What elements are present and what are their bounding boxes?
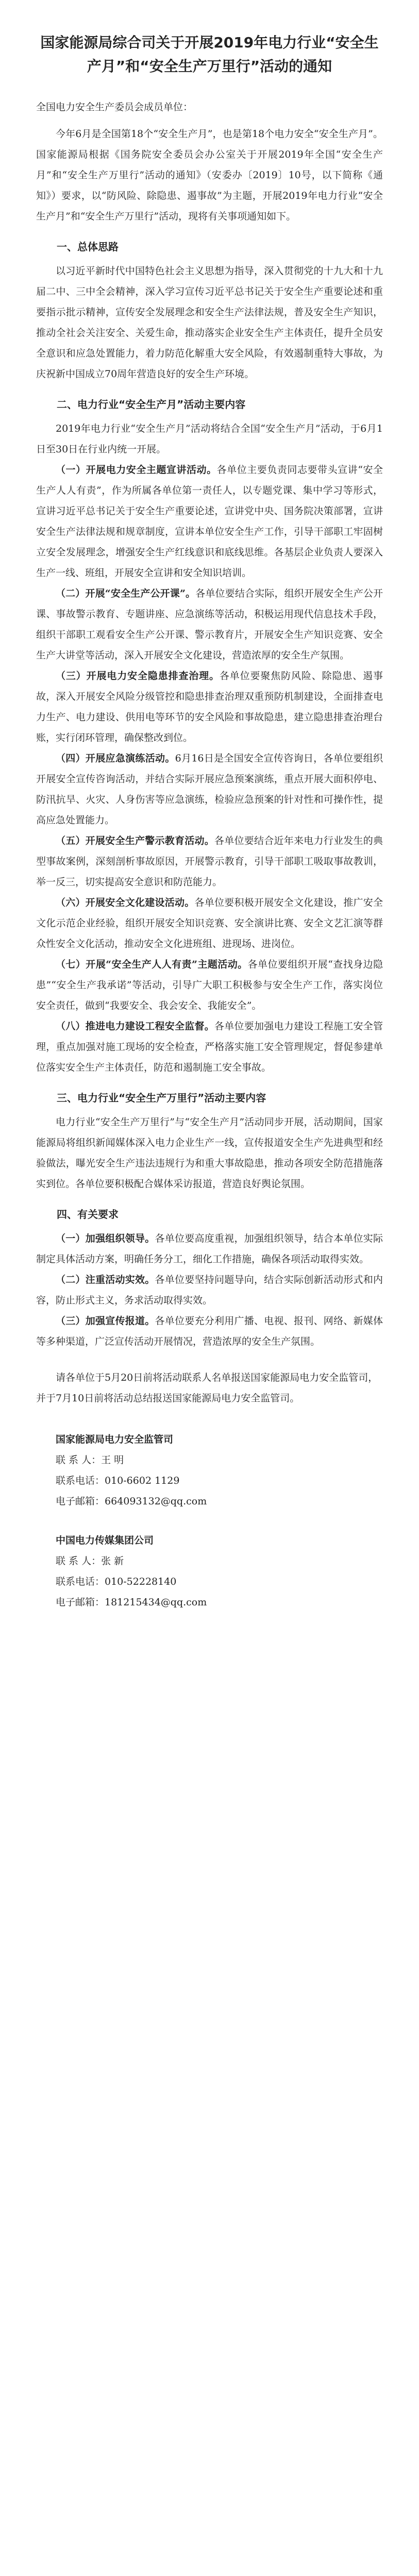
section-2-item — [36, 1016, 383, 1078]
section-2-item — [36, 583, 383, 666]
section-2-item-text: 各单位要结合实际，组织开展安全生产公开课、事故警示教育、专题讲座、应急演练等活动，积极运用现代信息技术手段，组织干部职工观看安全生产公开课、警示教育片，开展安全生产知识竞赛、安全生产大讲堂等活动，深入开展安全文化建设，营造浓厚的安全生产氛围。 — [36, 588, 383, 661]
section-1-text: 以习近平新时代中国特色社会主义思想为指导，深入贯彻党的十九大和十九届二中、三中全会精神，深入学习宣传习近平总书记关于安全生产重要论述和重要指示批示精神，宣传安全发展理念和安全生产法律法规，普及安全生产知识，推动全社会关注安全、关爱生命，推动落实企业安全生产主体责任，提升全员安全意识和应急处置能力，着力防范化解重大安全风险，有效遏制重特大事故，为庆祝新中国成立70周年营造良好的安全生产环境。 — [36, 265, 383, 380]
contact-email: 电子邮箱：181215434@qq.com — [56, 1597, 207, 1608]
section-2-item-text: 各单位要聚焦防风险、除隐患、遏事故，深入开展安全风险分级管控和隐患排查治理双重预防机制建设，全面排查电力生产、电力建设、供用电等环节的安全风险和事故隐患，建立隐患排查治理台账，实行闭环管理，确保整改到位。 — [36, 670, 383, 743]
section-2-item-heading: （五）开展安全生产警示教育活动。 — [56, 835, 214, 846]
section-4-item — [36, 1311, 383, 1352]
section-4-title: 四、有关要求 — [57, 1208, 119, 1221]
section-4-closing: 请各单位于5月20日前将活动联系人名单报送国家能源局电力安全监管司，并于7月10日前将活动总结报送国家能源局电力安全监管司。 — [36, 1372, 378, 1404]
section-2-item-heading: （六）开展安全文化建设活动。 — [56, 897, 195, 908]
contact-person: 联 系 人：王 明 — [56, 1454, 124, 1466]
document-title: 国家能源局综合司关于开展2019年电力行业“安全生产月”和“安全生产万里行”活动的通知 — [40, 34, 379, 75]
section-2-item-heading: （三）开展电力安全隐患排查治理。 — [56, 670, 220, 682]
section-2-item-text: 各单位要加强电力建设工程施工安全管理，重点加强对施工现场的安全检查，严格落实施工安全管理规定，督促参建单位落实安全生产主体责任，防范和遏制施工安全事故。 — [36, 1021, 383, 1073]
section-2-item-text: 各单位要组织开展“查找身边隐患”“安全生产我承诺”等活动，引导广大职工积极参与安全生产工作，落实岗位安全责任，做到“我要安全、我会安全、我能安全”。 — [36, 959, 383, 1011]
section-4-item-text: 各单位要充分利用广播、电视、报刊、网络、新媒体等多种渠道，广泛宣传活动开展情况，营造浓厚的安全生产氛围。 — [36, 1315, 383, 1347]
section-2-item — [36, 954, 383, 1016]
section-2-item-heading: （二）开展“安全生产公开课”。 — [56, 588, 196, 599]
section-2-item-text: 6月16日是全国安全宣传咨询日，各单位要组织开展安全宣传咨询活动，并结合实际开展应急预案演练，重点开展大面积停电、防汛抗旱、火灾、人身伤害等应急演练，检验应急预案的针对性和可操作性，提高应急处置能力。 — [36, 753, 383, 826]
section-2-intro: 2019年电力行业“安全生产月”活动将结合全国“安全生产月”活动，于6月1日至30日在行业内统一开展。 — [36, 423, 383, 455]
section-2-item-heading: （八）推进电力建设工程安全监督。 — [56, 1021, 214, 1032]
section-4-item-text: 各单位要坚持问题导向，结合实际创新活动形式和内容，防止形式主义，务求活动取得实效。 — [36, 1274, 383, 1306]
section-2-item-text: 各单位主要负责同志要带头宣讲“安全生产人人有责”，作为所属各单位第一责任人，以专题党课、集中学习等形式，宣讲习近平总书记关于安全生产重要论述，宣讲党中央、国务院决策部署，宣讲安全生产法律法规和规章制度，宣讲本单位安全生产工作，引导干部职工牢固树立安全发展理念，增强安全生产红线意识和底线思维。各基层企业负责人要深入生产一线、班组，开展安全宣讲和安全知识培训。 — [36, 464, 383, 579]
contact-group — [36, 1530, 383, 1613]
contact-org: 国家能源局电力安全监管司 — [56, 1434, 174, 1445]
section-2-title: 二、电力行业“安全生产月”活动主要内容 — [57, 398, 246, 411]
intro-paragraph: 今年6月是全国第18个“安全生产月”，也是第18个电力安全“安全生产月”。国家能源局根据《国务院安全委员会办公室关于开展2019年全国“安全生产月”和“安全生产万里行”活动的通知》（安委办〔2019〕10号，以下简称《通知》）要求，以“防风险、除隐患、遏事故”为主题，开展2019年电力行业“安全生产月”和“安全生产万里行”活动，现将有关事项通知如下。 — [36, 128, 383, 222]
contact-phone: 联系电话：010-6602 1129 — [56, 1475, 180, 1486]
section-2-item-text: 各单位要积极开展安全文化建设，推广安全文化示范企业经验，组织开展安全知识竞赛、安全演讲比赛、安全文艺汇演等群众性安全文化活动，推动安全文化进班组、进现场、进岗位。 — [36, 897, 383, 950]
section-1-title: 一、总体思路 — [57, 241, 119, 253]
contacts — [36, 1429, 383, 1613]
section-2-item-text: 各单位要结合近年来电力行业发生的典型事故案例，深刻剖析事故原因，开展警示教育，引导干部职工吸取事故教训，举一反三，切实提高安全意识和防范能力。 — [36, 835, 383, 888]
section-4-item — [36, 1269, 383, 1311]
section-2-item-heading: （七）开展“安全生产人人有责”主题活动。 — [56, 959, 248, 970]
addressee: 全国电力安全生产委员会成员单位： — [36, 101, 193, 113]
section-2-item — [36, 460, 383, 583]
section-2-item-heading: （一）开展电力安全主题宣讲活动。 — [56, 464, 217, 476]
contact-email: 电子邮箱：664093132@qq.com — [56, 1496, 207, 1507]
contact-group — [36, 1429, 383, 1512]
section-2-item — [36, 831, 383, 892]
section-4-item-text: 各单位要高度重视，加强组织领导，结合本单位实际制定具体活动方案，明确任务分工，细化工作措施，确保各项活动取得实效。 — [36, 1233, 383, 1265]
section-2-item — [36, 666, 383, 748]
section-4-item-heading: （二）注重活动实效。 — [56, 1274, 155, 1285]
section-4-item — [36, 1228, 383, 1269]
section-4-item-heading: （一）加强组织领导。 — [56, 1233, 155, 1244]
section-3-title: 三、电力行业“安全生产万里行”活动主要内容 — [57, 1092, 266, 1104]
section-4-items — [36, 1228, 383, 1352]
section-2-item-heading: （四）开展应急演练活动。 — [56, 753, 175, 764]
section-2-item — [36, 892, 383, 954]
section-4-item-heading: （三）加强宣传报道。 — [56, 1315, 155, 1327]
section-3-text: 电力行业“安全生产万里行”与“安全生产月”活动同步开展，活动期间，国家能源局将组织新闻媒体深入电力企业生产一线，宣传报道安全生产先进典型和经验做法，曝光安全生产违法违规行为和重大事故隐患，推动各项安全防范措施落实到位。各单位要积极配合媒体采访报道，营造良好舆论氛围。 — [36, 1116, 383, 1190]
contact-phone: 联系电话：010-52228140 — [56, 1576, 177, 1587]
section-2-items — [36, 460, 383, 1078]
contact-person: 联 系 人：张 新 — [56, 1555, 124, 1567]
section-2-item — [36, 748, 383, 831]
contact-org: 中国电力传媒集团公司 — [56, 1535, 154, 1546]
